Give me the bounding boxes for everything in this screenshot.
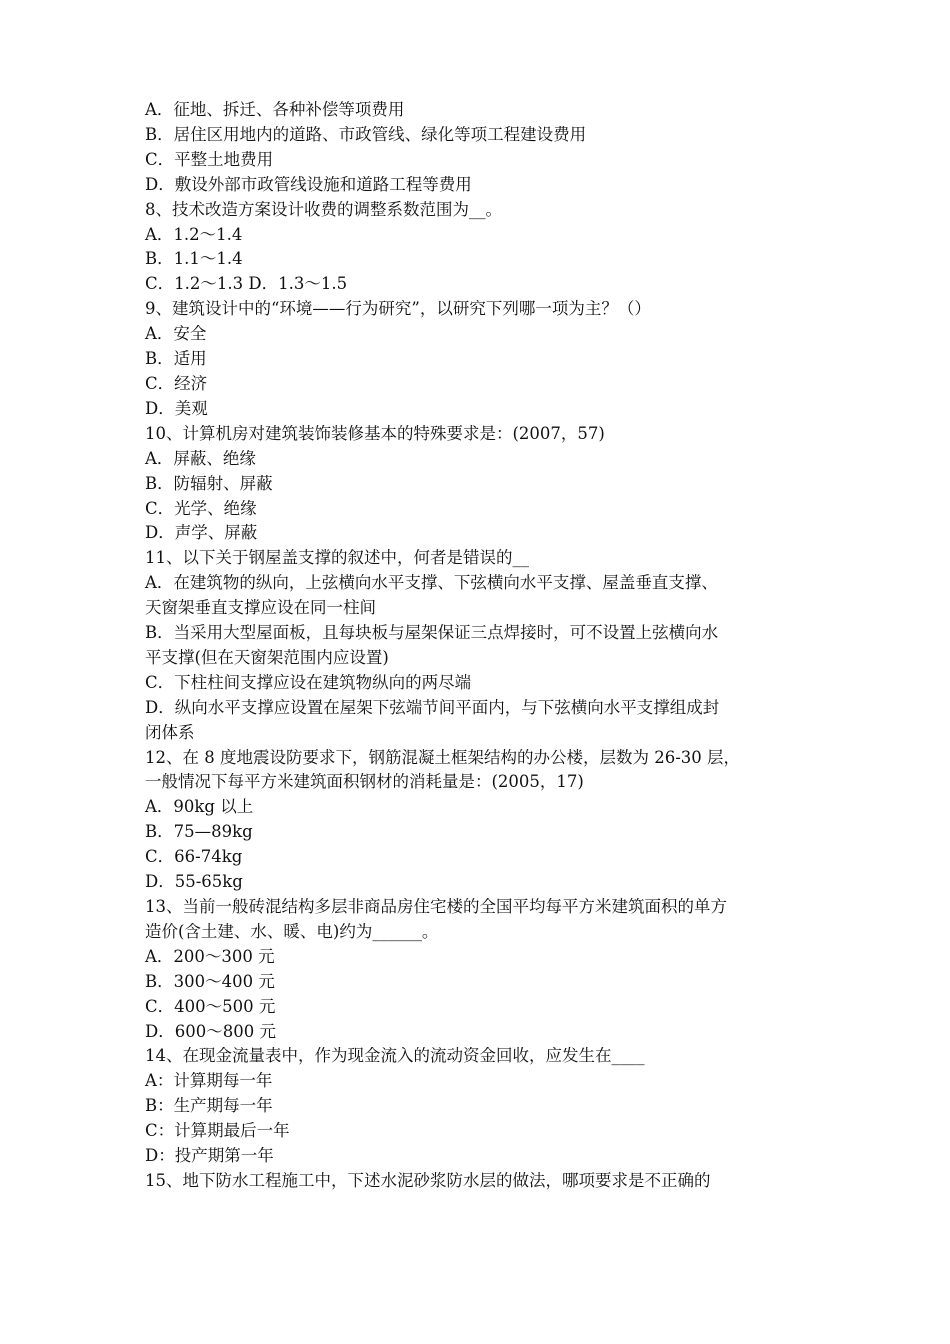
option-line: C．下柱柱间支撑应设在建筑物纵向的两尽端 xyxy=(145,672,472,692)
question-line: 10、计算机房对建筑装饰装修基本的特殊要求是：(2007，57) xyxy=(145,423,605,443)
option-line: A．征地、拆迁、各种补偿等项费用 xyxy=(145,100,405,119)
option-line: C．光学、绝缘 xyxy=(145,498,257,518)
option-line: B．居住区用地内的道路、市政管线、绿化等项工程建设费用 xyxy=(145,124,587,144)
option-line: B．当采用大型屋面板，且每块板与屋架保证三点焊接时，可不设置上弦横向水 xyxy=(145,623,719,643)
option-line: A．安全 xyxy=(145,324,207,344)
question-line: 12、在 8 度地震设防要求下，钢筋混凝土框架结构的办公楼，层数为 26-30 层， xyxy=(145,747,741,767)
option-line: C：计算期最后一年 xyxy=(145,1121,290,1141)
option-line: C．经济 xyxy=(145,373,208,393)
question-line: 9、建筑设计中的“环境——行为研究”，以研究下列哪一项为主？（） xyxy=(145,299,651,319)
option-line: 闭体系 xyxy=(145,722,195,742)
option-line: A．90kg 以上 xyxy=(145,797,254,817)
option-line: C．400～500 元 xyxy=(145,996,276,1016)
option-line: A：计算期每一年 xyxy=(145,1071,273,1091)
question-line: 13、当前一般砖混结构多层非商品房住宅楼的全国平均每平方米建筑面积的单方 xyxy=(145,897,727,916)
option-line: A．1.2～1.4 xyxy=(145,224,243,244)
option-line: B．适用 xyxy=(145,349,207,369)
exam-question-text xyxy=(145,98,815,1194)
option-line: B．防辐射、屏蔽 xyxy=(145,473,273,493)
option-line: D．600～800 元 xyxy=(145,1021,276,1041)
option-line: D．纵向水平支撑应设置在屋架下弦端节间平面内，与下弦横向水平支撑组成封 xyxy=(145,697,720,717)
question-line: 8、技术改造方案设计收费的调整系数范围为__。 xyxy=(145,199,502,219)
option-line: 平支撑(但在天窗架范围内应设置) xyxy=(145,647,389,667)
option-line: D．美观 xyxy=(145,398,208,418)
question-line: 14、在现金流量表中，作为现金流入的流动资金回收，应发生在____ xyxy=(145,1046,645,1066)
option-line: B：生产期每一年 xyxy=(145,1096,273,1116)
option-line: A．200～300 元 xyxy=(145,946,275,966)
option-line: C．1.2～1.3 D．1.3～1.5 xyxy=(145,274,348,294)
option-line: A．在建筑物的纵向，上弦横向水平支撑、下弦横向水平支撑、屋盖垂直支撑、 xyxy=(145,573,718,593)
option-line: D．敷设外部市政管线设施和道路工程等费用 xyxy=(145,174,472,194)
option-line: D：投产期第一年 xyxy=(145,1146,274,1166)
option-line: C．66-74kg xyxy=(145,847,243,867)
option-line: C．平整土地费用 xyxy=(145,149,274,169)
option-line: D．声学、屏蔽 xyxy=(145,523,258,543)
option-line: 天窗架垂直支撑应设在同一柱间 xyxy=(145,598,376,618)
question-line: 造价(含土建、水、暖、电)约为______。 xyxy=(145,921,439,941)
question-line: 11、以下关于钢屋盖支撑的叙述中，何者是错误的__ xyxy=(145,548,529,568)
option-line: B．75—89kg xyxy=(145,822,253,842)
option-line: B．300～400 元 xyxy=(145,971,275,991)
option-line: A．屏蔽、绝缘 xyxy=(145,448,256,468)
option-line: D．55-65kg xyxy=(145,872,243,892)
question-line: 一般情况下每平方米建筑面积钢材的消耗量是：(2005，17) xyxy=(145,772,584,792)
option-line: B．1.1～1.4 xyxy=(145,249,243,269)
question-line: 15、地下防水工程施工中，下述水泥砂浆防水层的做法，哪项要求是不正确的 xyxy=(145,1170,711,1190)
